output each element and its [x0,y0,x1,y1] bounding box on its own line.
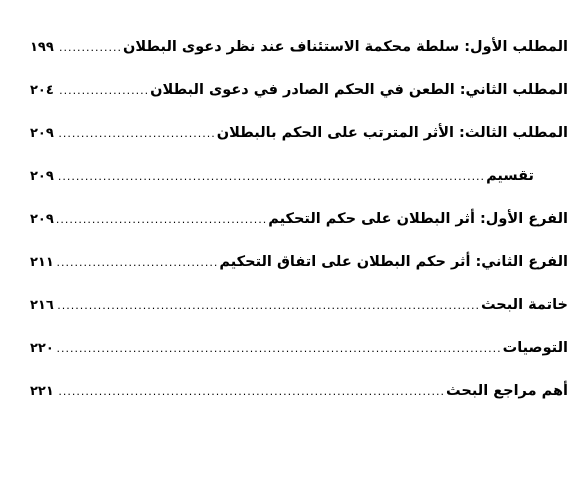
toc-entry-title: المطلب الثاني: الطعن في الحكم الصادر في دعوى البطلان [150,82,568,98]
toc-entry [30,370,568,413]
toc-entry [30,284,568,327]
toc-page-number: ٢٢٠ [30,341,54,356]
toc-entry [30,26,568,69]
toc-entry-title: تقسيم [486,168,534,184]
toc-dot-leader [57,241,218,284]
toc-dot-leader [57,69,149,112]
toc-entry-title: أهم مراجع البحث [446,383,568,399]
toc-dot-leader [57,327,502,370]
toc-dot-leader [57,112,216,155]
toc-dot-leader [57,198,267,241]
toc-page-number: ٢٠٩ [30,126,54,141]
toc-entry [30,112,568,155]
toc-entry [30,241,568,284]
toc-dot-leader [57,155,485,198]
toc-entry [30,327,568,370]
toc-page-number: ٢١١ [30,255,54,270]
toc-dot-leader [57,26,122,69]
toc-entry-title: خاتمة البحث [480,297,568,313]
toc-entry [30,155,568,198]
toc-entry-title: المطلب الثالث: الأثر المترتب على الحكم بالبطلان [216,125,568,141]
toc-dot-leader [57,284,480,327]
table-of-contents [30,26,568,413]
toc-page-number: ٢٠٩ [30,212,54,227]
toc-dot-leader [57,370,445,413]
toc-page-number: ٢٠٤ [30,83,54,98]
toc-page-number: ٢٠٩ [30,169,54,184]
toc-page-number: ٢١٦ [30,298,54,313]
toc-page-number: ٢٢١ [30,384,54,399]
toc-entry [30,198,568,241]
toc-entry-title: التوصيات [502,340,568,356]
toc-entry-title: الفرع الثاني: أثر حكم البطلان على اتفاق التحكيم [219,254,568,270]
toc-entry [30,69,568,112]
toc-page-number: ١٩٩ [30,40,54,55]
toc-entry-title: الفرع الأول: أثر البطلان على حكم التحكيم [268,211,568,227]
toc-entry-title: المطلب الأول: سلطة محكمة الاستئناف عند نظر دعوى البطلان [123,39,568,55]
